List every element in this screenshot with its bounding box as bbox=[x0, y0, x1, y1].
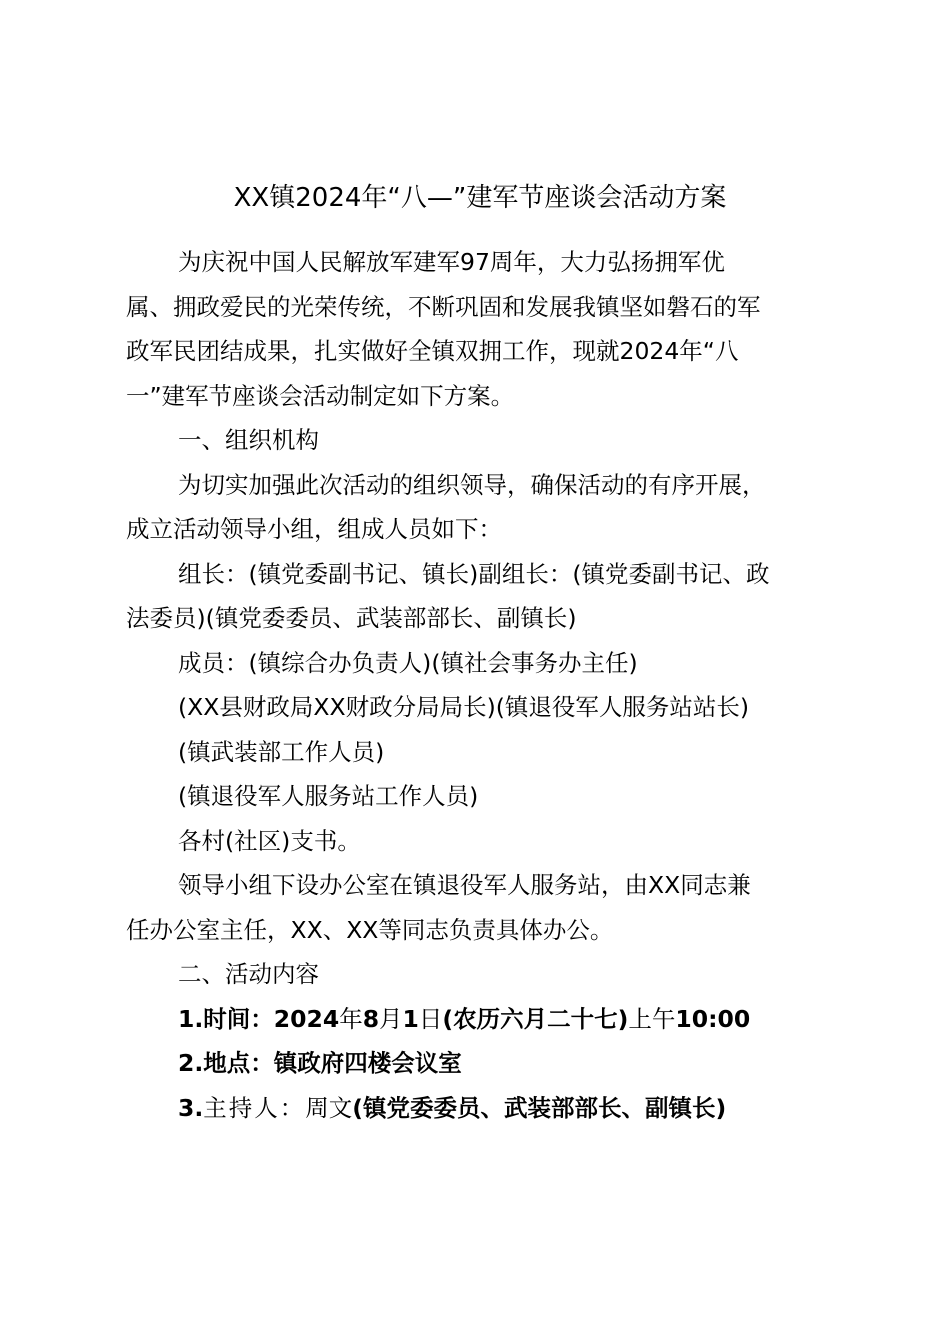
time-lunar: (农历六月二十七) bbox=[442, 1004, 629, 1033]
office-line-1: 领导小组下设办公室在镇退役军人服务站，由XX同志兼 bbox=[178, 871, 751, 899]
document-title: XX镇2024年“八—”建军节座谈会活动方案 bbox=[233, 183, 727, 213]
members-line-2: (XX县财政局XX财政分局局长)(镇退役军人服务站站长) bbox=[178, 693, 750, 721]
host-number: 3. bbox=[178, 1093, 204, 1122]
org-intro-line-2: 成立活动领导小组，组成人员如下： bbox=[126, 515, 502, 543]
time-year-unit: 年 bbox=[339, 1004, 363, 1033]
time-day-unit: 日 bbox=[418, 1004, 443, 1033]
time-month-unit: 月 bbox=[379, 1004, 403, 1033]
org-intro-line-1: 为切实加强此次活动的组织领导，确保活动的有序开展， bbox=[178, 470, 766, 499]
time-label: 1.时间： bbox=[178, 1004, 274, 1033]
time-year: 2024 bbox=[273, 1004, 340, 1033]
intro-line-2: 属、拥政爱民的光荣传统，不断巩固和发展我镇坚如磐石的军 bbox=[126, 292, 761, 321]
section-heading-organization: 一、组织机构 bbox=[178, 426, 319, 454]
time-day: 1 bbox=[402, 1004, 419, 1033]
organization-intro-paragraph bbox=[126, 463, 826, 552]
time-clock: 10:00 bbox=[675, 1004, 751, 1033]
document-body bbox=[126, 240, 826, 1130]
activity-item-time bbox=[126, 997, 826, 1042]
host-name: 周文 bbox=[305, 1093, 353, 1122]
members-line: 成员：(镇综合办负责人)(镇社会事务办主任) bbox=[178, 648, 638, 677]
members-line-5: 各村(社区)支书。 bbox=[178, 826, 361, 855]
time-month: 8 bbox=[362, 1004, 380, 1033]
intro-line-1: 为庆祝中国人民解放军建军97周年，大力弘扬拥军优 bbox=[178, 248, 725, 276]
intro-paragraph bbox=[126, 240, 826, 418]
host-role: (镇党委委员、武装部部长、副镇长) bbox=[352, 1093, 727, 1122]
members-line-4: (镇退役军人服务站工作人员) bbox=[178, 782, 479, 810]
location-label: 2.地点： bbox=[178, 1049, 274, 1077]
intro-line-3: 政军民团结成果，扎实做好全镇双拥工作，现就2024年“八 bbox=[126, 337, 739, 365]
members-line-3: (镇武装部工作人员) bbox=[178, 737, 385, 766]
office-paragraph bbox=[126, 863, 826, 952]
host-label: 主持人： bbox=[203, 1093, 306, 1122]
time-ampm: 上午 bbox=[628, 1004, 676, 1033]
section-heading-activity: 二、活动内容 bbox=[178, 960, 319, 988]
leaders-line-2: 法委员)(镇党委委员、武装部部长、副镇长) bbox=[126, 604, 577, 632]
leaders-line-1: 组长：(镇党委副书记、镇长)副组长：(镇党委副书记、政 bbox=[178, 559, 770, 588]
office-line-2: 任办公室主任，XX、XX等同志负责具体办公。 bbox=[126, 915, 614, 944]
leaders-paragraph bbox=[126, 552, 826, 641]
activity-item-location bbox=[126, 1041, 826, 1086]
intro-line-4: 一”建军节座谈会活动制定如下方案。 bbox=[126, 381, 515, 410]
location-value: 镇政府四楼会议室 bbox=[273, 1049, 462, 1077]
activity-item-host bbox=[126, 1086, 826, 1131]
